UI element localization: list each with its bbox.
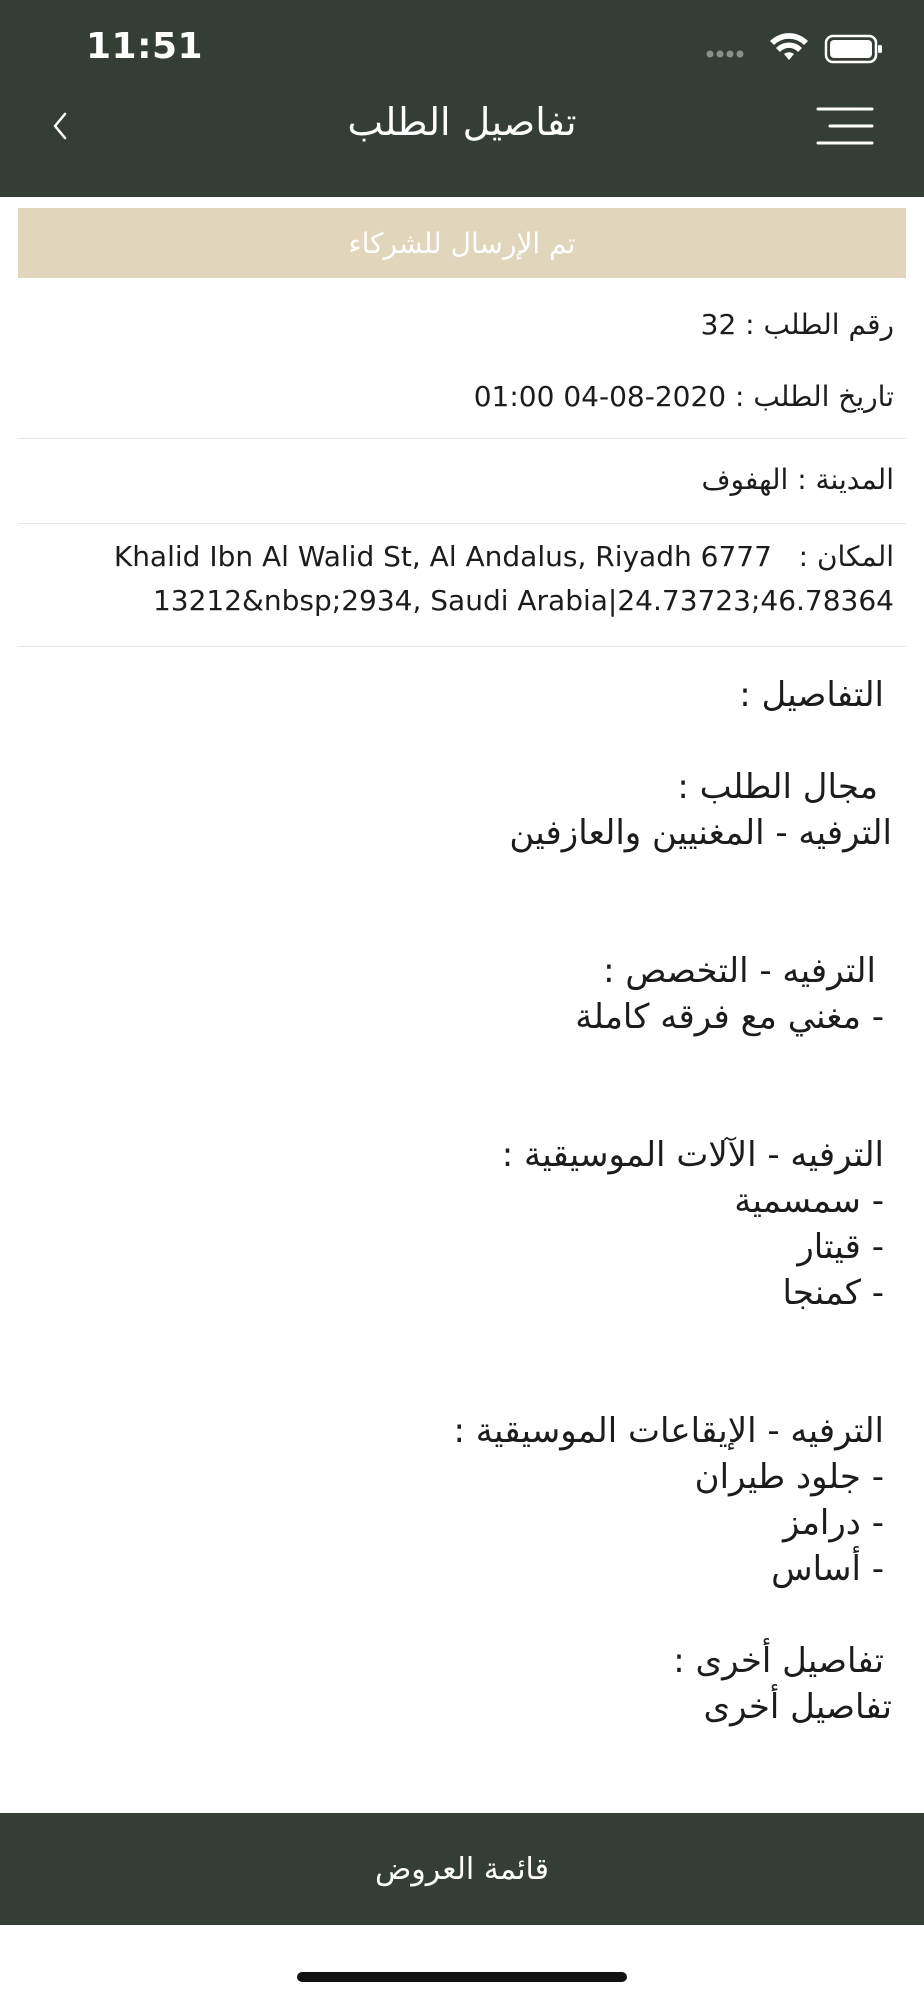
- signal-icon: [707, 51, 744, 58]
- details-heading: التفاصيل :: [739, 675, 884, 715]
- specialty-item: - مغني مع فرقه كاملة: [575, 997, 884, 1037]
- order-details: [172, 672, 892, 1730]
- location-line-2: [30, 579, 894, 623]
- status-icons-svg: [704, 32, 884, 68]
- divider: [18, 523, 906, 524]
- field-value: الترفيه - المغنيين والعازفين: [509, 813, 892, 853]
- home-indicator[interactable]: [297, 1972, 627, 1982]
- location-label: المكان :: [798, 540, 894, 573]
- divider: [18, 438, 906, 439]
- instrument-item: - كمنجا: [782, 1273, 884, 1313]
- rhythm-item: - جلود طيران: [694, 1457, 884, 1497]
- order-date: تاريخ الطلب : 2020-08-04 01:00: [473, 380, 894, 413]
- location-address-1: Khalid Ibn Al Walid St, Al Andalus, Riyadh 6777: [113, 540, 772, 573]
- status-banner-text: تم الإرسال للشركاء: [348, 226, 576, 260]
- offers-list-label: قائمة العروض: [374, 1851, 550, 1887]
- rhythms-label: الترفيه - الإيقاعات الموسيقية :: [453, 1411, 884, 1451]
- rhythm-item: - درامز: [782, 1503, 884, 1543]
- hamburger-menu-icon: [816, 106, 874, 146]
- other-details-label: تفاصيل أخرى :: [673, 1641, 884, 1681]
- location-address-2: 13212&nbsp;2934, Saudi Arabia|24.73723;46.78364: [152, 584, 894, 617]
- status-time: 11:51: [86, 26, 204, 67]
- field-label: مجال الطلب :: [677, 767, 878, 807]
- status-banner: [18, 208, 906, 278]
- rhythm-item: - أساس: [771, 1549, 884, 1589]
- specialty-label: الترفيه - التخصص :: [603, 951, 876, 991]
- menu-button[interactable]: [816, 106, 874, 146]
- navigation-bar: [0, 0, 924, 197]
- order-city: المدينة : الهفوف: [701, 463, 894, 496]
- status-icons: [704, 32, 884, 68]
- divider: [18, 646, 906, 647]
- offers-list-button[interactable]: [0, 1813, 924, 1925]
- instrument-item: - قيتار: [797, 1227, 884, 1267]
- battery-icon: [826, 36, 882, 62]
- order-location: [30, 535, 894, 623]
- instruments-label: الترفيه - الآلات الموسيقية :: [501, 1135, 884, 1175]
- location-line-1: [30, 535, 894, 579]
- instrument-item: - سمسمية: [734, 1181, 884, 1221]
- order-number: رقم الطلب : 32: [700, 308, 894, 341]
- other-details-value: تفاصيل أخرى: [703, 1687, 892, 1727]
- page-title: تفاصيل الطلب: [347, 100, 577, 144]
- wifi-icon: [770, 33, 808, 60]
